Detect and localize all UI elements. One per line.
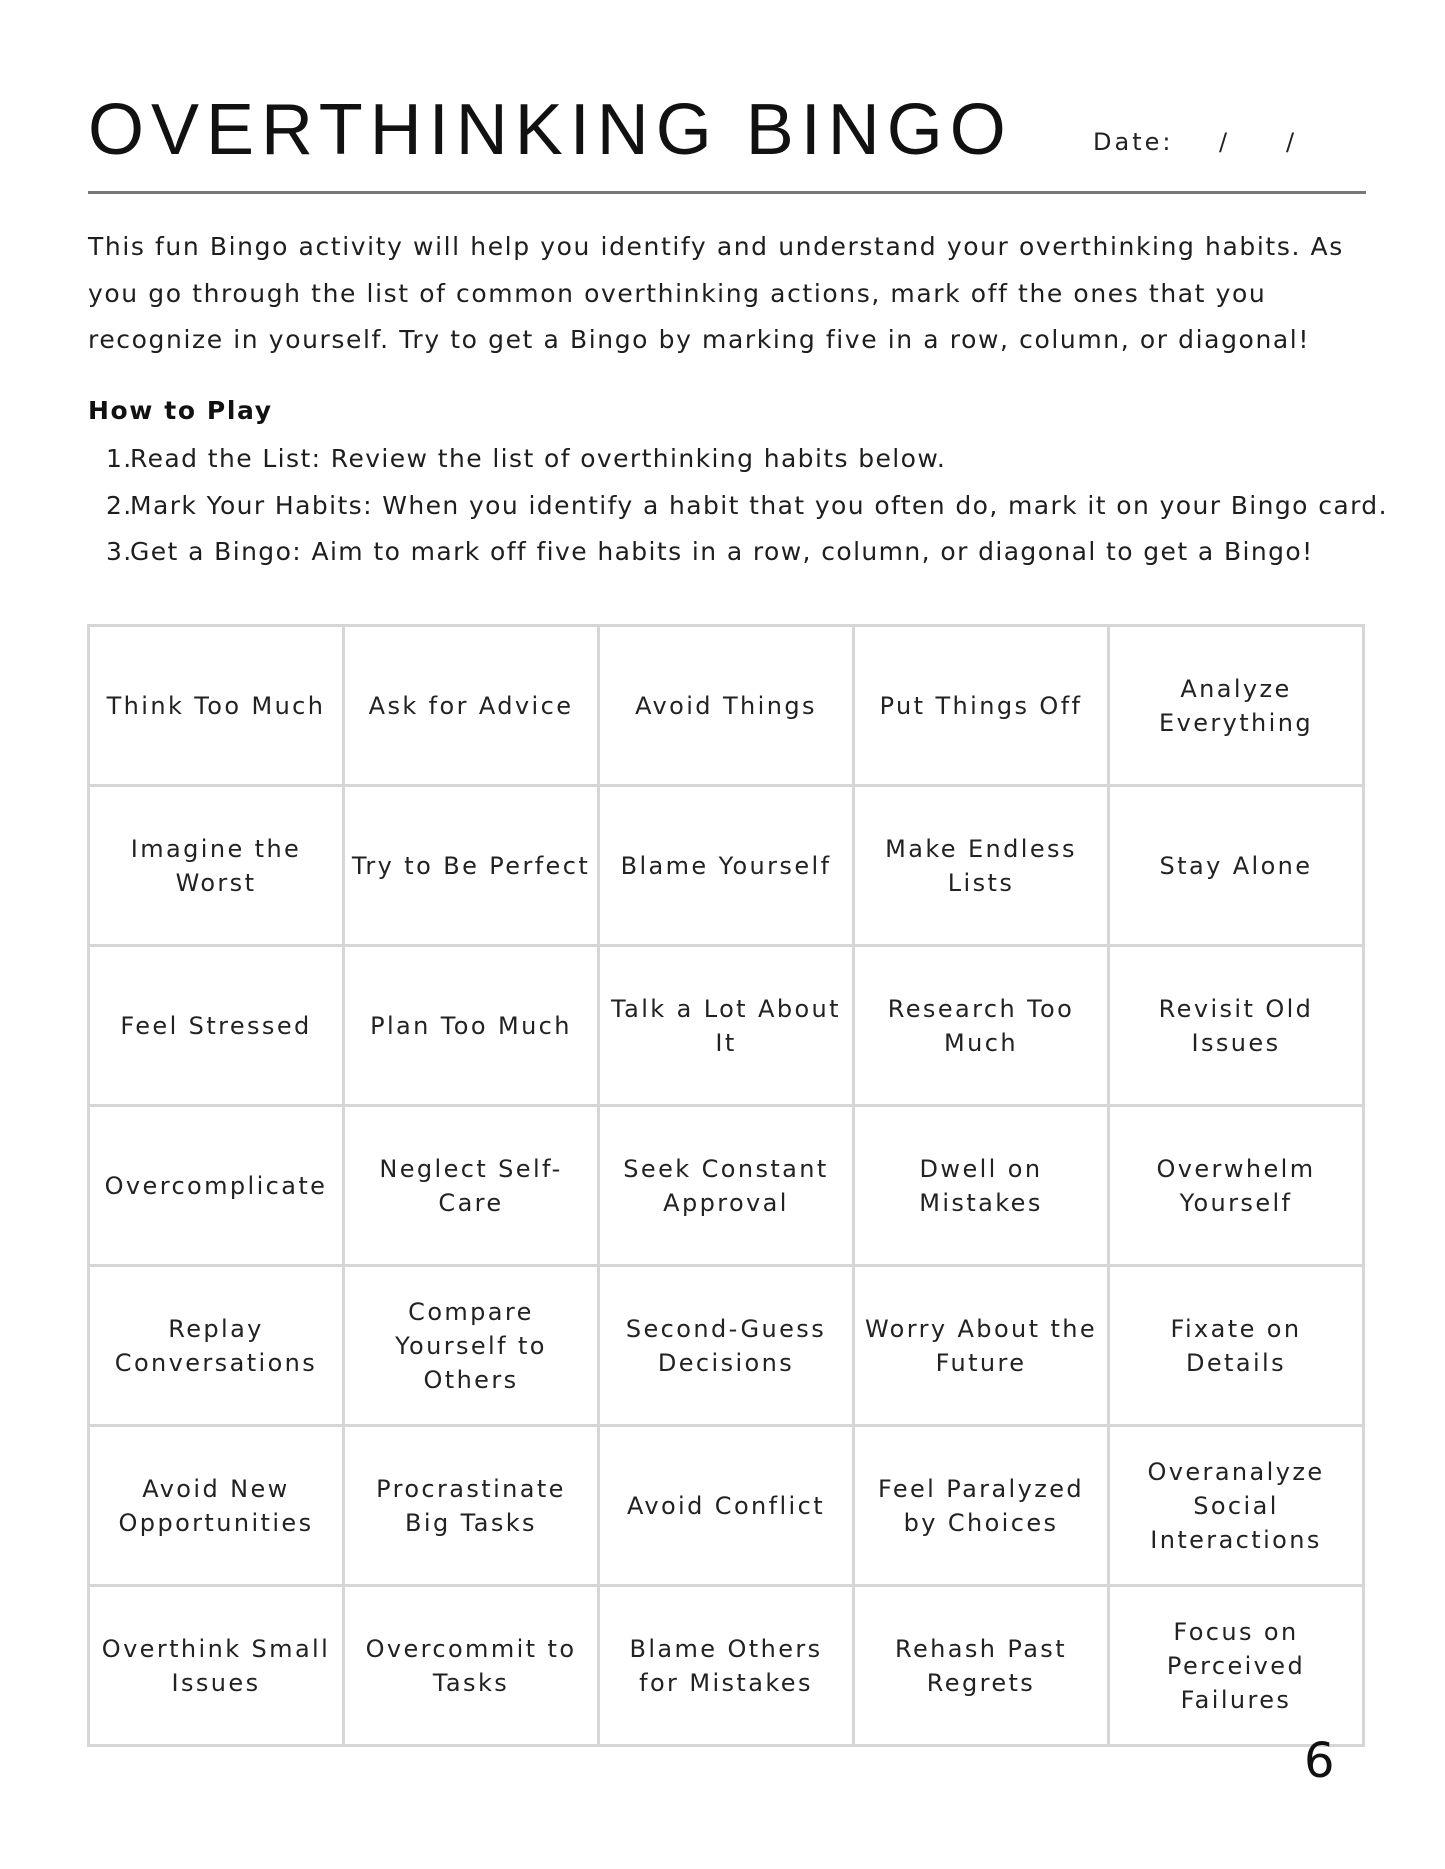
bingo-cell[interactable]: Avoid New Opportunities <box>89 1426 344 1586</box>
step-item <box>88 483 1388 530</box>
bingo-cell[interactable]: Fixate on Details <box>1109 1266 1364 1426</box>
step-text: Read the List: Review the list of overthinking habits below. <box>130 444 947 473</box>
bingo-cell[interactable]: Overcommit to Tasks <box>344 1586 599 1746</box>
step-number: 1. <box>106 444 133 473</box>
date-field[interactable] <box>1093 128 1298 156</box>
bingo-cell[interactable]: Plan Too Much <box>344 946 599 1106</box>
bingo-cell[interactable]: Stay Alone <box>1109 786 1364 946</box>
bingo-row <box>89 626 1364 786</box>
intro-paragraph: This fun Bingo activity will help you identify and understand your overthinking habits. As you go through the list of common overthinking actions, mark off the ones that you recognize in yourself. Try to get a Bingo by marking five in a row, column, or diagonal! <box>88 232 1344 354</box>
bingo-cell[interactable]: Make Endless Lists <box>854 786 1109 946</box>
bingo-cell[interactable]: Blame Others for Mistakes <box>599 1586 854 1746</box>
bingo-cell[interactable]: Avoid Conflict <box>599 1426 854 1586</box>
bingo-cell[interactable]: Avoid Things <box>599 626 854 786</box>
bingo-cell[interactable]: Overcomplicate <box>89 1106 344 1266</box>
bingo-cell[interactable]: Procrastinate Big Tasks <box>344 1426 599 1586</box>
bingo-row <box>89 946 1364 1106</box>
bingo-cell[interactable]: Imagine the Worst <box>89 786 344 946</box>
step-text: Get a Bingo: Aim to mark off five habits in a row, column, or diagonal to get a Bingo! <box>130 537 1314 566</box>
bingo-cell[interactable]: Think Too Much <box>89 626 344 786</box>
bingo-row <box>89 1266 1364 1426</box>
step-item <box>88 436 1388 483</box>
bingo-cell[interactable]: Revisit Old Issues <box>1109 946 1364 1106</box>
bingo-cell[interactable]: Dwell on Mistakes <box>854 1106 1109 1266</box>
step-number: 3. <box>106 537 133 566</box>
bingo-row <box>89 786 1364 946</box>
bingo-cell[interactable]: Ask for Advice <box>344 626 599 786</box>
bingo-cell[interactable]: Feel Paralyzed by Choices <box>854 1426 1109 1586</box>
bingo-cell[interactable]: Second-Guess Decisions <box>599 1266 854 1426</box>
bingo-cell[interactable]: Overwhelm Yourself <box>1109 1106 1364 1266</box>
bingo-cell[interactable]: Try to Be Perfect <box>344 786 599 946</box>
bingo-row <box>89 1106 1364 1266</box>
how-to-play-steps <box>88 436 1388 576</box>
bingo-cell[interactable]: Neglect Self-Care <box>344 1106 599 1266</box>
step-item <box>88 529 1388 576</box>
bingo-row <box>89 1426 1364 1586</box>
bingo-cell[interactable]: Analyze Everything <box>1109 626 1364 786</box>
bingo-cell[interactable]: Overthink Small Issues <box>89 1586 344 1746</box>
bingo-cell[interactable]: Seek Constant Approval <box>599 1106 854 1266</box>
how-to-play-heading: How to Play <box>88 396 273 425</box>
date-separator: / <box>1286 128 1298 156</box>
bingo-cell[interactable]: Put Things Off <box>854 626 1109 786</box>
bingo-cell[interactable]: Worry About the Future <box>854 1266 1109 1426</box>
bingo-cell[interactable]: Focus on Perceived Failures <box>1109 1586 1364 1746</box>
bingo-card <box>87 624 1365 1747</box>
bingo-cell[interactable]: Rehash Past Regrets <box>854 1586 1109 1746</box>
bingo-cell[interactable]: Blame Yourself <box>599 786 854 946</box>
date-separator: / <box>1219 128 1231 156</box>
page-title: OVERTHINKING BINGO <box>88 90 1013 170</box>
bingo-row <box>89 1586 1364 1746</box>
bingo-cell[interactable]: Research Too Much <box>854 946 1109 1106</box>
bingo-cell[interactable]: Compare Yourself to Others <box>344 1266 599 1426</box>
header-divider <box>88 191 1366 194</box>
bingo-cell[interactable]: Talk a Lot About It <box>599 946 854 1106</box>
bingo-cell[interactable]: Overanalyze Social Interactions <box>1109 1426 1364 1586</box>
page-number: 6 <box>1304 1733 1335 1789</box>
step-text: Mark Your Habits: When you identify a habit that you often do, mark it on your Bingo card. <box>130 490 1388 520</box>
date-label: Date: <box>1093 128 1174 156</box>
bingo-cell[interactable]: Replay Conversations <box>89 1266 344 1426</box>
step-number: 2. <box>106 490 133 520</box>
bingo-cell[interactable]: Feel Stressed <box>89 946 344 1106</box>
